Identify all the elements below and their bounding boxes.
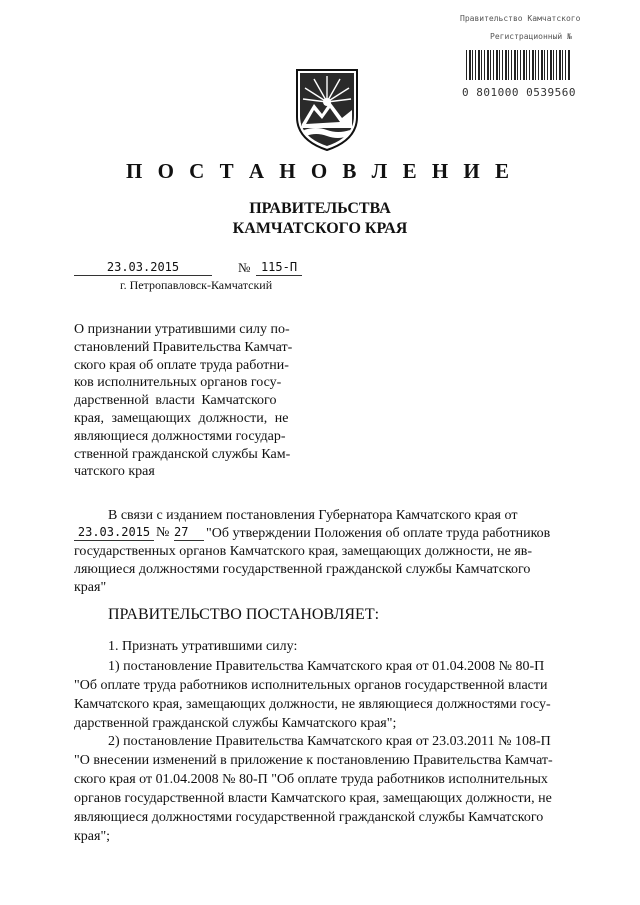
- subject-line: чатского края: [74, 464, 155, 480]
- preamble-ref-number: 27: [174, 525, 204, 541]
- city-name: г. Петропавловск-Камчатский: [120, 278, 273, 292]
- body-line: дарственной гражданской службы Камчатского края";: [74, 716, 397, 731]
- preamble-line: В связи с изданием постановления Губернатора Камчатского края от: [108, 508, 518, 523]
- body-line: 2) постановление Правительства Камчатского края от 23.03.2011 № 108-П: [108, 734, 551, 749]
- body-line: являющиеся должностями государственной гражданской службы Камчатского: [74, 810, 544, 825]
- stamp-header-line1: Правительство Камчатского: [460, 14, 581, 23]
- preamble-line: государственных органов Камчатского края, замещающих должности, не яв-: [74, 544, 533, 559]
- body-line: органов государственной власти Камчатского края, замещающих должности, не: [74, 791, 552, 806]
- body-line: края";: [74, 829, 111, 844]
- subject-line: ственной гражданской службы Кам-: [74, 446, 291, 462]
- authority-line2: КАМЧАТСКОГО КРАЯ: [232, 220, 408, 237]
- document-type-title: П О С Т А Н О В Л Е Н И Е: [125, 159, 514, 183]
- body-line: "Об оплате труда работников исполнительных органов государственной власти: [74, 678, 548, 693]
- document-number: 115-П: [256, 260, 302, 276]
- stamp-header-line2: Регистрационный №: [490, 32, 572, 41]
- number-sign: №: [238, 260, 251, 275]
- subject-line: ков исполнительных органов госу-: [74, 375, 282, 391]
- subject-line: ского края об оплате труда работни-: [74, 357, 289, 373]
- resolves-heading: ПРАВИТЕЛЬСТВО ПОСТАНОВЛЯЕТ:: [108, 606, 380, 623]
- body-line: Камчатского края, замещающих должности, не являющиеся должностями госу-: [74, 697, 551, 712]
- document-date: 23.03.2015: [74, 260, 212, 276]
- preamble-number-sign: №: [156, 525, 170, 540]
- kamchatka-coat-of-arms-icon: [292, 62, 362, 152]
- body-line: ского края от 01.04.2008 № 80-П "Об оплате труда работников исполнительных: [74, 772, 548, 787]
- barcode-number: 0 801000 0539560: [462, 86, 576, 99]
- preamble-line: ляющиеся должностями государственной гражданской службы Камчатского: [74, 562, 531, 577]
- preamble-line: "Об утверждении Положения об оплате труда работников: [206, 526, 551, 541]
- preamble-line: края": [74, 580, 107, 595]
- registration-stamp: [452, 14, 581, 100]
- subject-line: О признании утратившими силу по-: [74, 322, 290, 337]
- document-subject: [74, 321, 312, 481]
- barcode-icon: [466, 50, 570, 80]
- preamble-ref-date: 23.03.2015: [74, 525, 154, 541]
- subject-line: становлений Правительства Камчат-: [74, 339, 293, 355]
- body-line: "О внесении изменений в приложение к постановлению Правительства Камчат-: [74, 753, 553, 768]
- subject-line: являющиеся должностями государ-: [74, 428, 286, 444]
- subject-line: края, замещающих должности, не: [74, 410, 289, 426]
- body-line: 1. Признать утратившими силу:: [108, 639, 298, 654]
- body-line: 1) постановление Правительства Камчатского края от 01.04.2008 № 80-П: [108, 659, 545, 674]
- authority-line1: ПРАВИТЕЛЬСТВА: [249, 200, 391, 217]
- subject-line: дарственной власти Камчатского: [74, 393, 277, 409]
